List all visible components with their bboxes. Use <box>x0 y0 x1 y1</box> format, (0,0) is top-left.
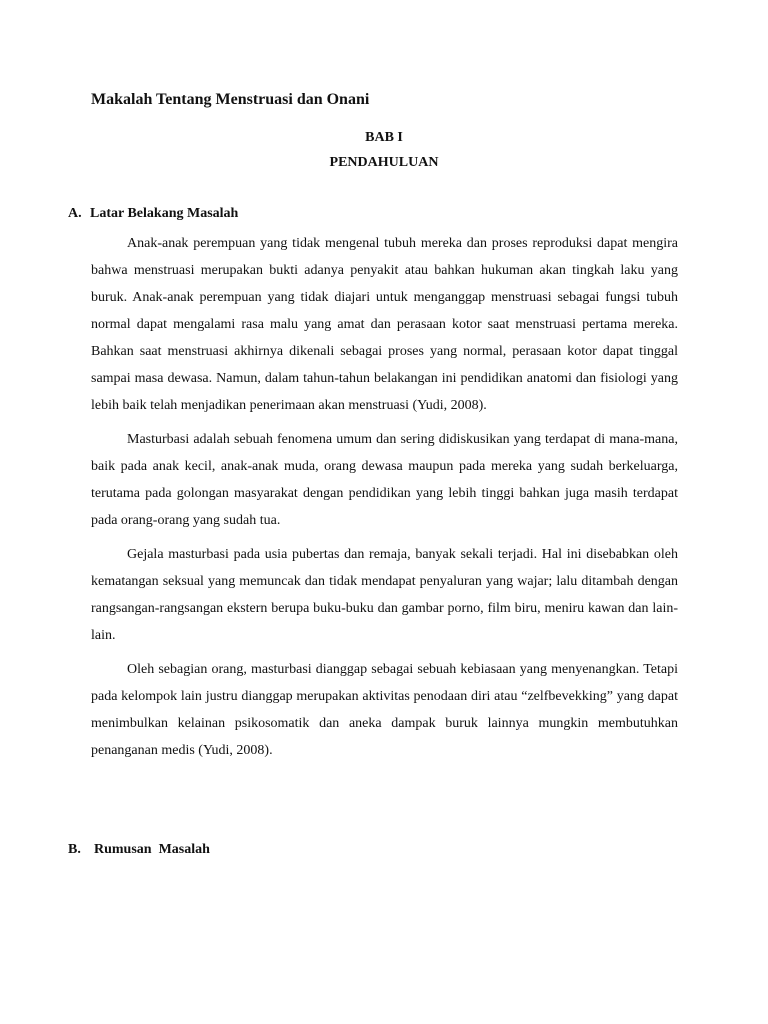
section-marker: A. <box>68 206 82 221</box>
section-heading-b <box>68 842 210 858</box>
chapter-title: PENDAHULUAN <box>329 155 439 170</box>
section-marker: B. <box>68 842 81 857</box>
paragraph: Oleh sebagian orang, masturbasi dianggap sebagai sebuah kebiasaan yang menyenangkan. Tetapi pada kelompok lain justru dianggap merupakan aktivitas penodaan diri atau “zelfbevekking” yang dapat menimbulkan kelainan psikosomatik dan aneka dampak buruk lainnya mungkin membutuhkan penanganan medis (Yudi, 2008). <box>91 662 678 758</box>
document-title: Makalah Tentang Menstruasi dan Onani <box>91 91 370 108</box>
chapter-label: BAB I <box>365 130 403 145</box>
section-title: Rumusan Masalah <box>94 842 210 857</box>
section-title: Latar Belakang Masalah <box>90 206 239 221</box>
paragraph: Gejala masturbasi pada usia pubertas dan remaja, banyak sekali terjadi. Hal ini disebabkan oleh kematangan seksual yang memuncak dan tidak mendapat penyaluran yang wajar; lalu ditambah dengan rangsangan-rangsangan ekstern berupa buku-buku dan gambar porno, film biru, meniru kawan dan lain-lain. <box>91 547 678 643</box>
section-a-body <box>91 230 678 764</box>
section-heading-a <box>68 206 238 222</box>
paragraph: Masturbasi adalah sebuah fenomena umum dan sering didiskusikan yang terdapat di mana-mana, baik pada anak kecil, anak-anak muda, orang dewasa maupun pada mereka yang sudah berkeluarga, terutama pada golongan masyarakat dengan pendidikan yang lebih tinggi bahkan juga masih terdapat pada orang-orang yang sudah tua. <box>91 432 678 528</box>
paragraph: Anak-anak perempuan yang tidak mengenal tubuh mereka dan proses reproduksi dapat mengira bahwa menstruasi merupakan bukti adanya penyakit atau bahkan hukuman akan tingkah laku yang buruk. Anak-anak perempuan yang tidak diajari untuk menganggap menstruasi sebagai fungsi tubuh normal dapat mengalami rasa malu yang amat dan perasaan kotor saat menstruasi pertama mereka. Bahkan saat menstruasi akhirnya dikenali sebagai proses yang normal, perasaan kotor dapat tinggal sampai masa dewasa. Namun, dalam tahun-tahun belakangan ini pendidikan anatomi dan fisiologi yang lebih baik telah menjadikan penerimaan akan menstruasi (Yudi, 2008). <box>91 236 678 413</box>
